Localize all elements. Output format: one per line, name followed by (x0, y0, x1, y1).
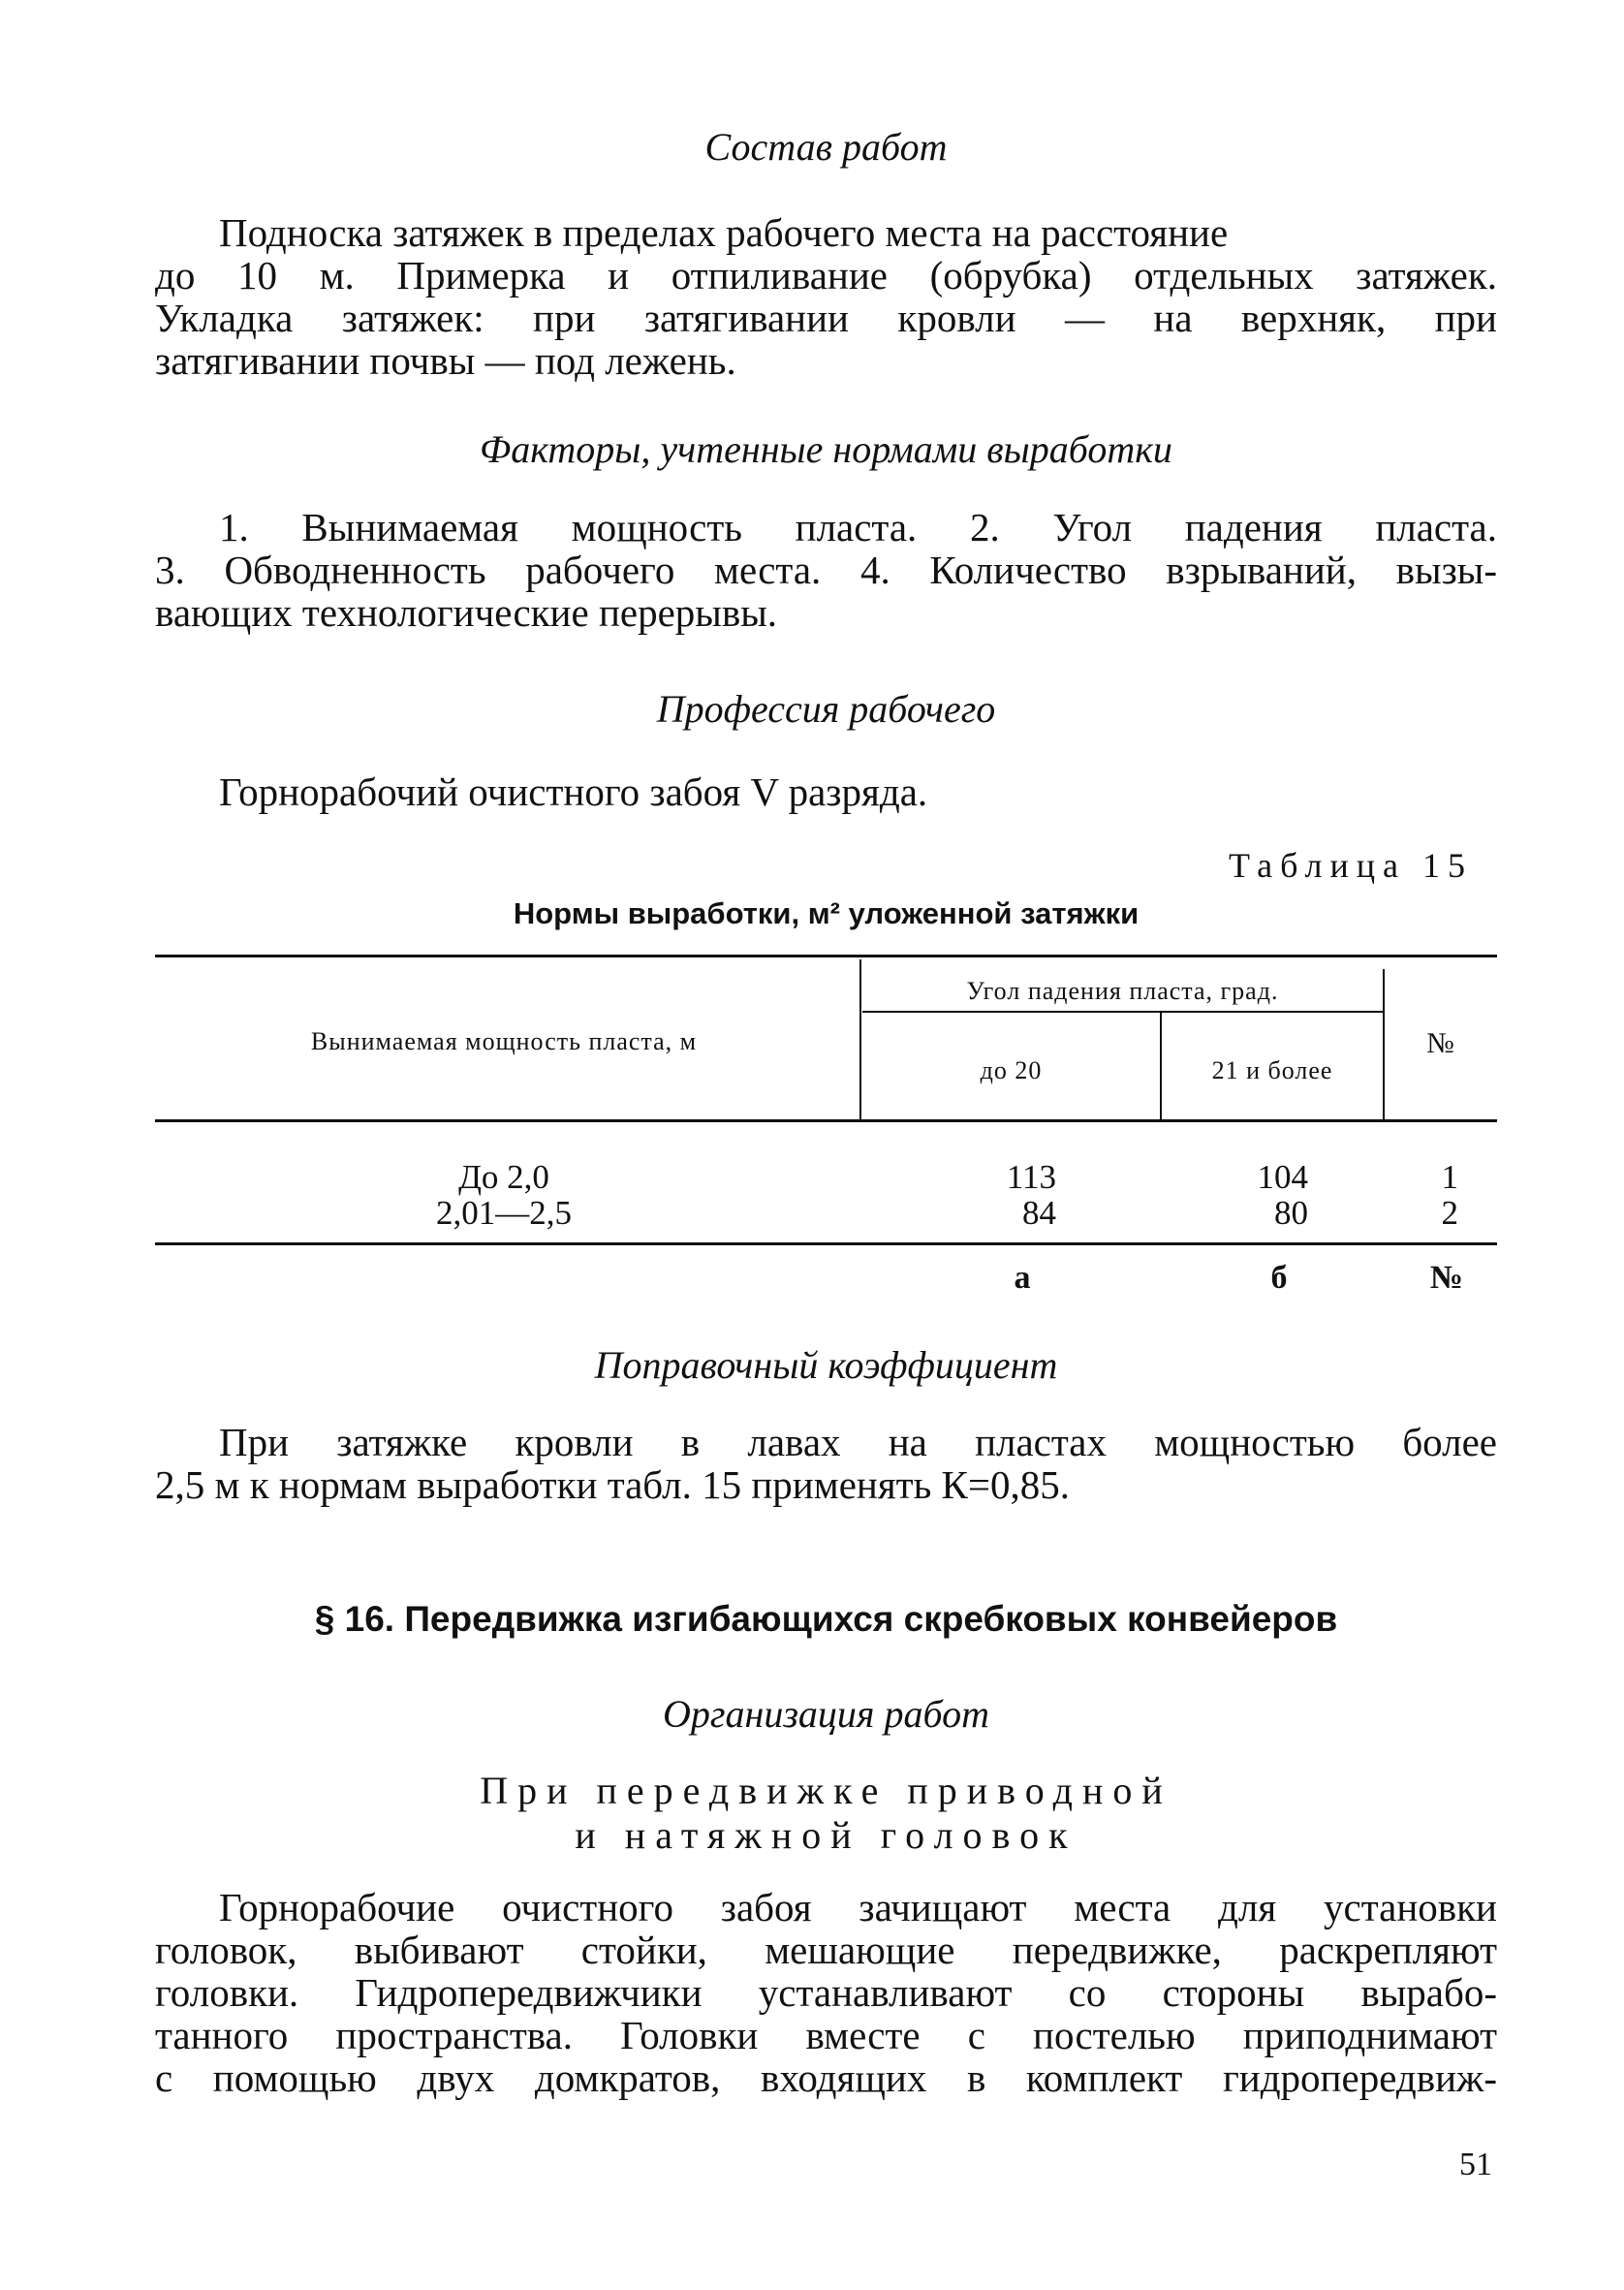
table-cell-b: 104 (1257, 1158, 1308, 1196)
factors-heading: Факторы, учтенные нормами выработки (480, 427, 1172, 471)
th-thickness: Вынимаемая мощность пласта, м (310, 1027, 698, 1055)
table-label: Таблица 15 (1229, 846, 1473, 885)
composition-paragraph (155, 211, 1497, 382)
subheading-line: При передвижке приводной (480, 1769, 1172, 1812)
section16-line: с помощью двух домкратов, входящих в комплект гидропередвиж- (155, 2055, 1497, 2100)
table-header-rule (155, 1119, 1497, 1122)
table-cell-a: 84 (1022, 1194, 1056, 1232)
th-angle: Угол падения пласта, град. (966, 977, 1279, 1005)
section16-line: Горнорабочие очистного забоя зачищают места для установки (219, 1885, 1497, 1929)
profession-heading: Профессия рабочего (656, 687, 996, 731)
th-upto20: до 20 (980, 1056, 1043, 1084)
table-cell-a: 113 (1006, 1158, 1056, 1196)
table-cell-no: 1 (1441, 1158, 1458, 1196)
factors-paragraph (155, 506, 1497, 634)
th-no: № (1426, 1027, 1455, 1059)
table-footer-a: а (1014, 1260, 1031, 1296)
page-number: 51 (1459, 2147, 1492, 2182)
table-cell-no: 2 (1441, 1194, 1458, 1232)
table-top-rule (155, 955, 1497, 957)
table-footer-no: № (1429, 1260, 1463, 1296)
table-title: Нормы выработки, м² уложенной затяжки (513, 896, 1140, 930)
table-vrule (859, 959, 861, 1119)
section16-line: головок, выбивают стойки, мешающие передвижке, раскрепляют (155, 1928, 1497, 1972)
factors-line: 3. Обводненность рабочего места. 4. Количество взрываний, вызы- (155, 548, 1497, 592)
section16-paragraph (155, 1886, 1497, 2099)
correction-line: При затяжке кровли в лавах на пластах мощностью более (219, 1420, 1497, 1464)
correction-paragraph (155, 1421, 1497, 1506)
factors-line: 1. Вынимаемая мощность пласта. 2. Угол падения пласта. (219, 505, 1497, 549)
table-angle-rule (862, 1011, 1383, 1013)
section-title: § 16. Передвижка изгибающихся скребковых конвейеров (314, 1599, 1338, 1639)
composition-line: Подноска затяжек в пределах рабочего места на расстояние (219, 210, 1229, 255)
subheading-line: и натяжной головок (575, 1813, 1077, 1857)
composition-line: затягивании почвы — под лежень. (155, 338, 736, 383)
table-cell-b: 80 (1274, 1194, 1308, 1232)
table-bottom-rule (155, 1242, 1497, 1245)
table-cell-thickness: До 2,0 (458, 1158, 549, 1196)
composition-line: до 10 м. Примерка и отпиливание (обрубка) отдельных затяжек. (155, 253, 1497, 298)
organization-heading: Организация работ (662, 1692, 989, 1736)
factors-line: вающих технологические перерывы. (155, 590, 777, 635)
table-footer-b: б (1270, 1260, 1288, 1296)
correction-heading: Поправочный коэффициент (594, 1343, 1058, 1387)
composition-line: Укладка затяжек: при затягивании кровли — на верхняк, при (155, 296, 1497, 340)
th-21plus: 21 и более (1211, 1056, 1333, 1084)
profession-text: Горнорабочий очистного забоя V разряда. (219, 769, 928, 814)
table-cell-thickness: 2,01—2,5 (436, 1194, 572, 1232)
section16-line: головки. Гидропередвижчики устанавливают со стороны вырабо- (155, 1970, 1497, 2015)
correction-line: 2,5 м к нормам выработки табл. 15 применять К=0,85. (155, 1462, 1071, 1507)
composition-heading: Состав работ (704, 125, 948, 169)
section16-line: танного пространства. Головки вместе с постелью приподнимают (155, 2013, 1497, 2057)
